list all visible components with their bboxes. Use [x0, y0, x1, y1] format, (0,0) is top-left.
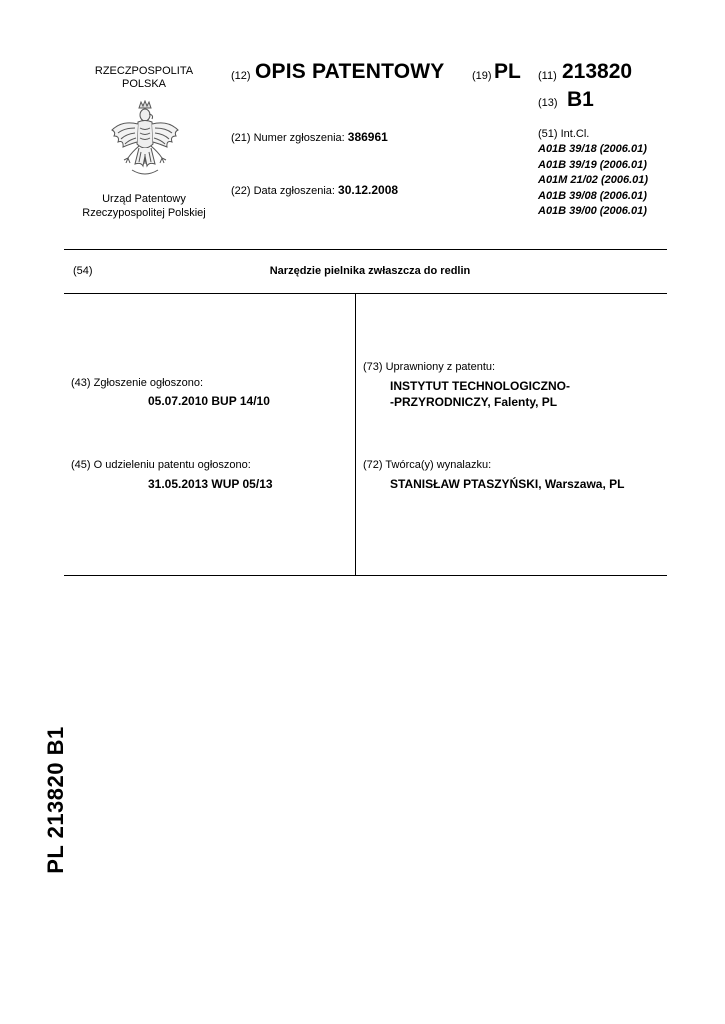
patent-holder-value	[390, 378, 570, 410]
publication-value: 05.07.2010 BUP 14/10	[148, 394, 270, 408]
side-patent-label-text: PL 213820 B1	[43, 726, 68, 874]
divider-bottom	[64, 575, 667, 576]
ipc-code: A01M 21/02 (2006.01)	[538, 174, 649, 187]
divider-vertical	[355, 293, 356, 575]
ipc-code: A01B 39/18 (2006.01)	[538, 143, 647, 156]
inventor-label: (72) Twórca(y) wynalazku:	[363, 459, 492, 471]
country-code: PL	[494, 60, 521, 83]
side-patent-label	[36, 720, 76, 880]
divider-top	[64, 249, 667, 250]
ipc-code: A01B 39/00 (2006.01)	[538, 205, 647, 218]
country-name-line2: POLSKA	[121, 78, 167, 90]
invention-title: Narzędzie pielnika zwłaszcza do redlin	[269, 265, 471, 277]
grant-label: (45) O udzieleniu patentu ogłoszono:	[71, 459, 251, 471]
ipc-code: A01B 39/08 (2006.01)	[538, 189, 647, 202]
application-date	[231, 183, 398, 197]
divider-middle	[64, 293, 667, 294]
grant-value: 31.05.2013 WUP 05/13	[148, 477, 273, 491]
application-date-label: (22) Data zgłoszenia:	[231, 185, 335, 197]
application-number	[231, 130, 388, 144]
patent-holder-line1: INSTYTUT TECHNOLOGICZNO-	[390, 379, 570, 393]
code-13: (13)	[538, 97, 558, 109]
office-line2: Rzeczypospolitej Polskiej	[82, 207, 206, 219]
country-name	[84, 65, 204, 91]
inventor-value: STANISŁAW PTASZYŃSKI, Warszawa, PL	[390, 477, 625, 491]
application-number-value: 386961	[347, 130, 388, 144]
polish-eagle-emblem-icon	[108, 100, 182, 188]
publication-label: (43) Zgłoszenie ogłoszono:	[71, 377, 204, 389]
country-name-line1: RZECZPOSPOLITA	[94, 65, 194, 77]
patent-office-name	[74, 192, 214, 220]
application-date-value: 30.12.2008	[338, 183, 399, 197]
patent-holder-label: (73) Uprawniony z patentu:	[363, 361, 496, 373]
int-cl-block	[538, 127, 648, 219]
code-12: (12)	[231, 70, 251, 82]
office-line1: Urząd Patentowy	[102, 193, 186, 205]
kind-code: B1	[567, 88, 594, 111]
application-number-label: (21) Numer zgłoszenia:	[231, 132, 345, 144]
int-cl-label: (51) Int.Cl.	[538, 128, 590, 140]
patent-holder-line2: -PRZYRODNICZY, Falenty, PL	[390, 395, 558, 409]
ipc-code: A01B 39/19 (2006.01)	[538, 158, 647, 171]
code-11: (11)	[538, 70, 557, 82]
code-54: (54)	[73, 265, 93, 277]
patent-number: 213820	[562, 60, 633, 83]
document-type: OPIS PATENTOWY	[255, 60, 445, 83]
code-19: (19)	[472, 70, 492, 82]
